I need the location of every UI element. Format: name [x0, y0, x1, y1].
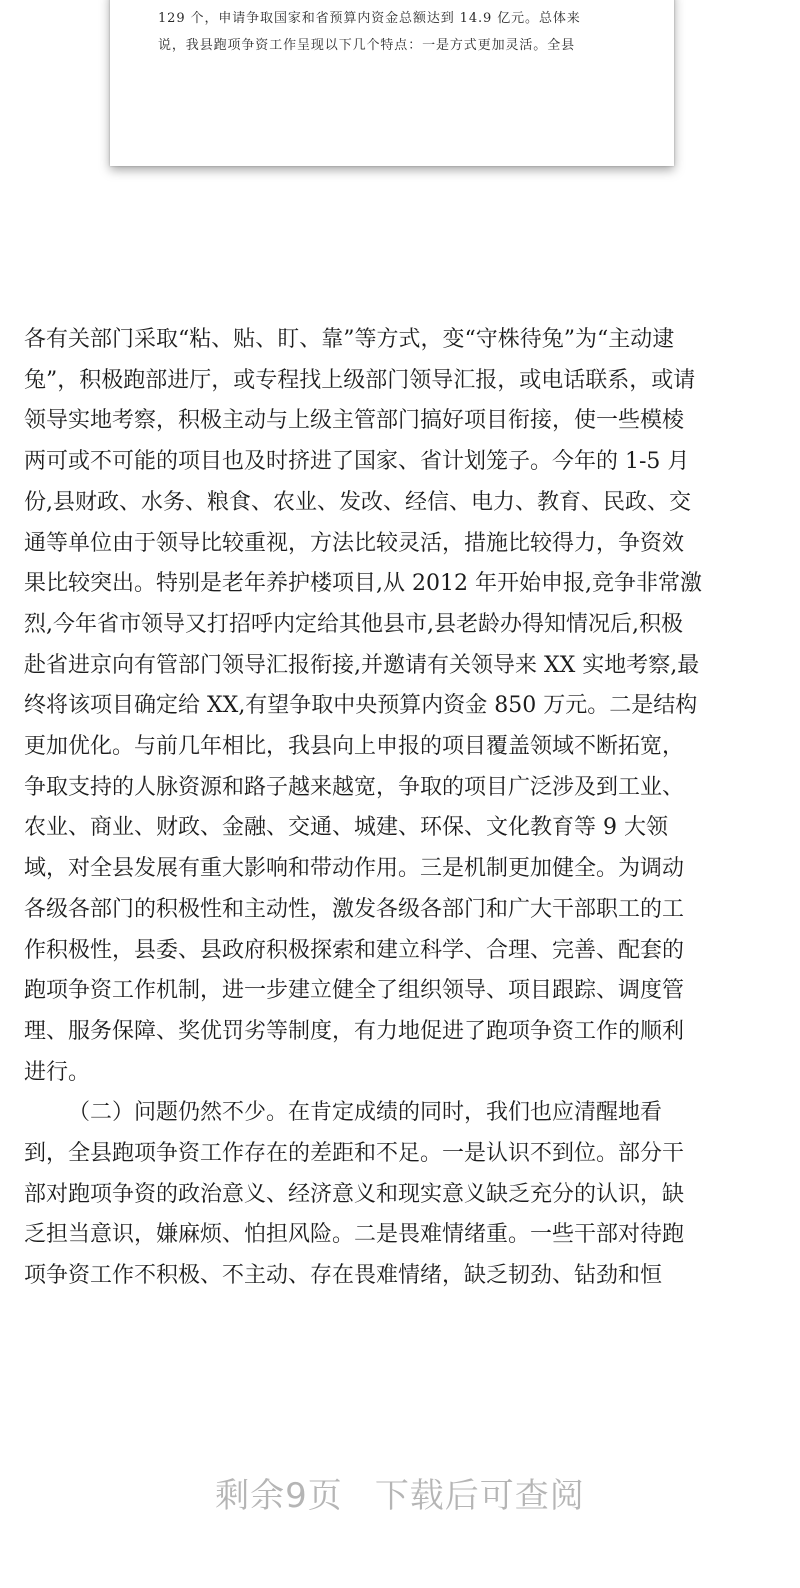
body-line: 赴省进京向有管部门领导汇报衔接,并邀请有关领导来 XX 实地考察,最	[24, 652, 700, 678]
body-line: 乏担当意识，嫌麻烦、怕担风险。二是畏难情绪重。一些干部对待跑	[24, 1222, 685, 1248]
body-line: 作积极性，县委、县政府积极探索和建立科学、合理、完善、配套的	[24, 937, 685, 963]
body-line: 两可或不可能的项目也及时挤进了国家、省计划笼子。今年的 1-5 月	[24, 449, 690, 475]
body-line: 通等单位由于领导比较重视，方法比较灵活，措施比较得力，争资效	[24, 530, 685, 556]
body-line: 争取支持的人脉资源和路子越来越宽，争取的项目广泛涉及到工业、	[24, 774, 685, 800]
body-line: 项争资工作不积极、不主动、存在畏难情绪，缺乏韧劲、钻劲和恒	[24, 1263, 663, 1289]
preview-line: 说，我县跑项争资工作呈现以下几个特点：一是方式更加灵活。全县	[158, 38, 576, 53]
body-line: 进行。	[24, 1059, 91, 1085]
preview-line: 129 个，申请争取国家和省预算内资金总额达到 14.9 亿元。总体来	[158, 11, 581, 26]
body-line: 农业、商业、财政、金融、交通、城建、环保、文化教育等 9 大领	[24, 815, 668, 841]
remaining-pages-label: 剩余9页	[215, 1476, 343, 1516]
body-line: 到，全县跑项争资工作存在的差距和不足。一是认识不到位。部分干	[24, 1141, 685, 1167]
body-line: 更加优化。与前几年相比，我县向上申报的项目覆盖领域不断拓宽，	[24, 734, 685, 760]
remaining-pages-notice[interactable]	[0, 1468, 800, 1517]
body-line: 域，对全县发展有重大影响和带动作用。三是机制更加健全。为调动	[24, 856, 685, 882]
body-line: 兔”，积极跑部进厅，或专程找上级部门领导汇报，或电话联系，或请	[24, 367, 696, 393]
download-to-read-label: 下载后可查阅	[374, 1476, 585, 1516]
body-line: （二）问题仍然不少。在肯定成绩的同时，我们也应清醒地看	[68, 1100, 663, 1126]
body-line: 跑项争资工作机制，进一步建立健全了组织领导、项目跟踪、调度管	[24, 978, 685, 1004]
body-line: 各有关部门采取“粘、贴、盯、靠”等方式，变“守株待兔”为“主动逮	[24, 327, 675, 352]
body-line: 烈,今年省市领导又打招呼内定给其他县市,县老龄办得知情况后,积极	[24, 611, 683, 637]
body-line: 终将该项目确定给 XX,有望争取中央预算内资金 850 万元。二是结构	[24, 693, 698, 719]
body-line: 理、服务保障、奖优罚劣等制度，有力地促进了跑项争资工作的顺利	[24, 1018, 685, 1044]
body-line: 各级各部门的积极性和主动性，激发各级各部门和广大干部职工的工	[24, 896, 685, 922]
body-line: 果比较突出。特别是老年养护楼项目,从 2012 年开始申报,竞争非常激	[24, 571, 702, 597]
preview-page-card	[110, 0, 674, 166]
document-body	[24, 320, 776, 1297]
body-line: 份,县财政、水务、粮食、农业、发改、经信、电力、教育、民政、交	[24, 489, 691, 515]
preview-text-block	[158, 0, 644, 59]
body-line: 部对跑项争资的政治意义、经济意义和现实意义缺乏充分的认识，缺	[24, 1181, 685, 1207]
body-line: 领导实地考察，积极主动与上级主管部门搞好项目衔接，使一些模棱	[24, 408, 685, 434]
